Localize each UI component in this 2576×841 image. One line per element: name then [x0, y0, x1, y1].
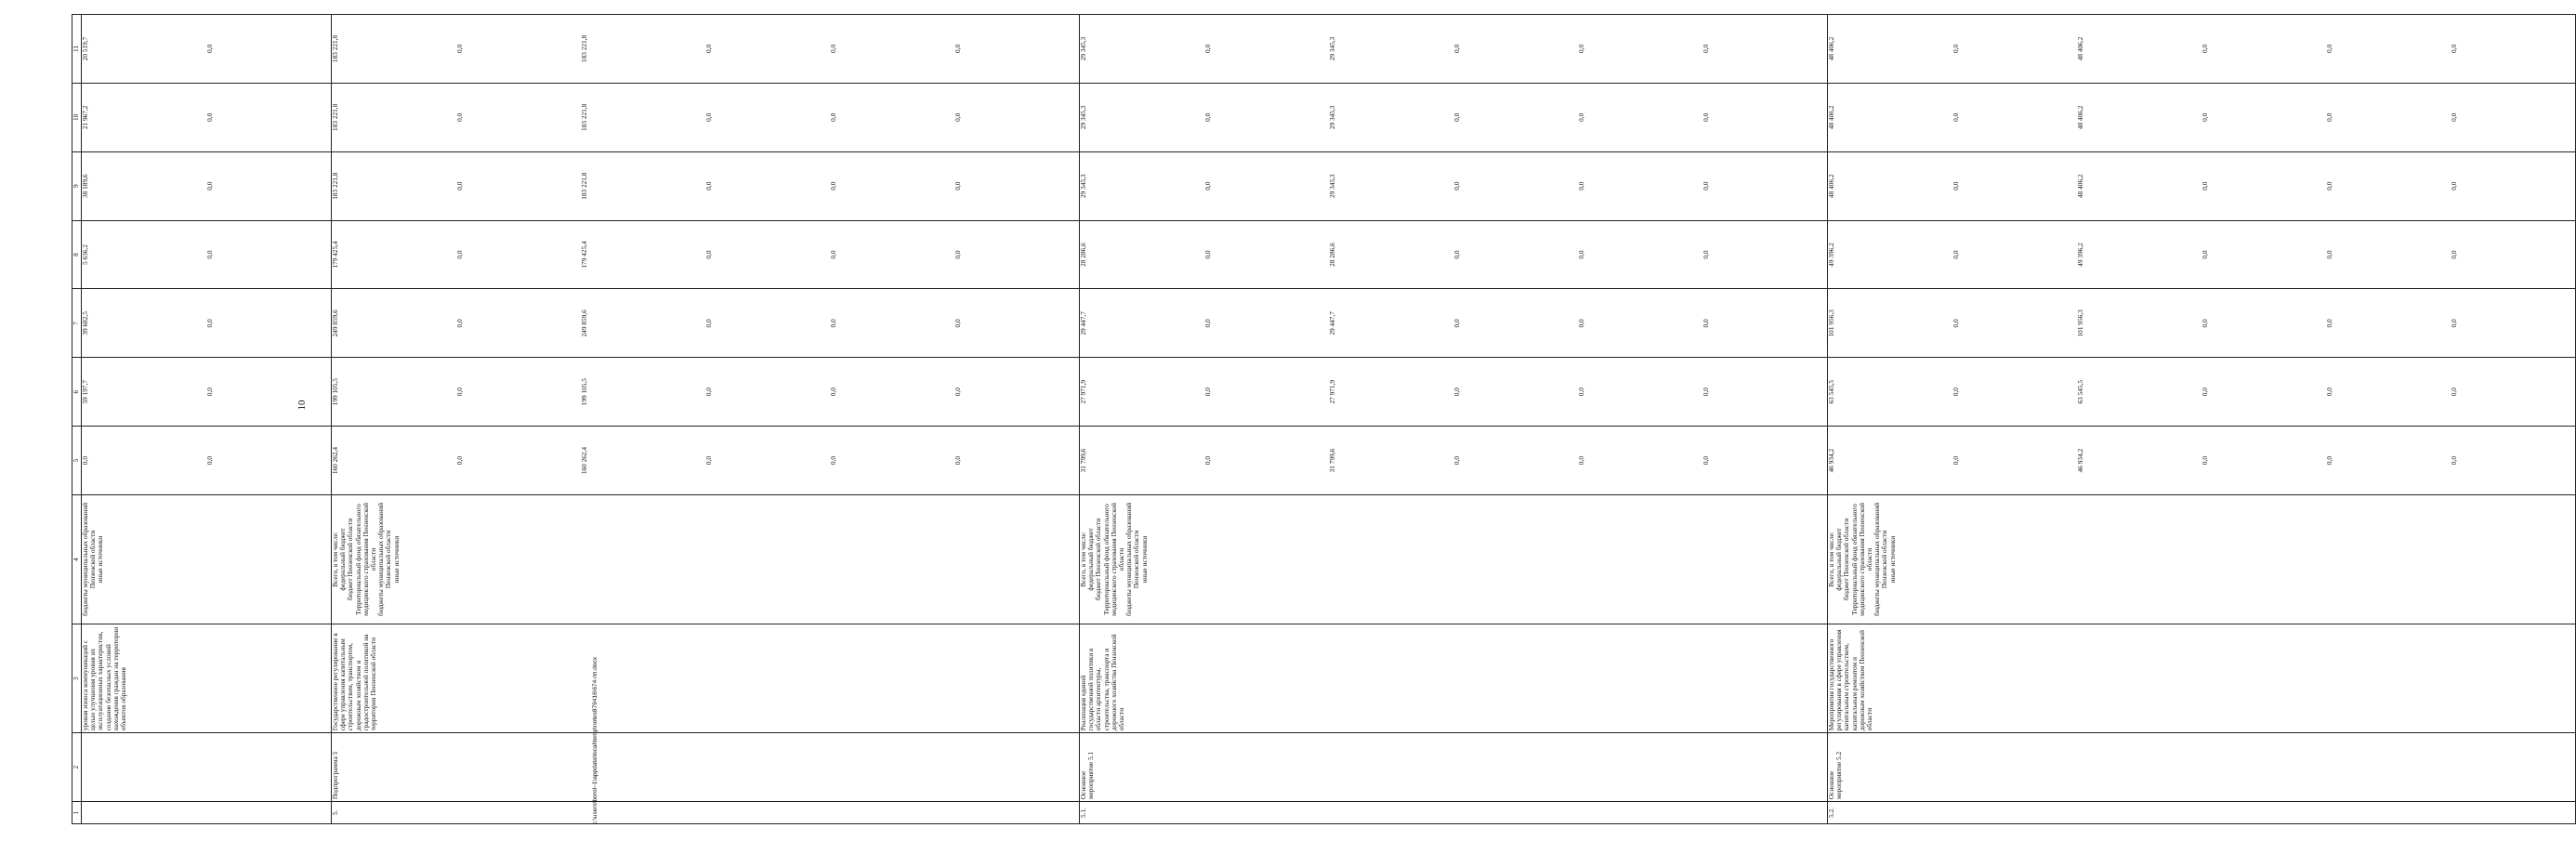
value: 63 545,5	[2076, 379, 2084, 404]
value: 0,0	[829, 181, 837, 191]
value-cell	[1828, 289, 2576, 358]
source-label: федеральный бюджет	[338, 528, 348, 591]
value: 0,0	[205, 456, 214, 466]
source-label: Территориальный фонд обязательного медицинского страхования Пензенской области	[1101, 503, 1126, 616]
value: 29 345,3	[1328, 105, 1336, 130]
value-cell	[1080, 289, 1828, 358]
value: 0,0	[2201, 456, 2209, 466]
source-label: федеральный бюджет	[1086, 528, 1096, 591]
value: 29 447,7	[1328, 311, 1336, 335]
value: 0,0	[829, 112, 837, 122]
value: 0,0	[829, 456, 837, 466]
value-cell	[332, 289, 1080, 358]
header-cell: 2	[72, 733, 82, 802]
program-cell: Основное мероприятие 5.1	[1080, 733, 1828, 802]
value: 183 221,8	[580, 172, 588, 200]
value: 29 345,3	[1079, 36, 1087, 61]
source-label: бюджет Пензенской области	[346, 518, 355, 601]
value: 183 221,8	[331, 34, 339, 63]
value: 179 425,4	[331, 241, 339, 269]
value-cell	[332, 83, 1080, 151]
value-cell	[1828, 83, 2576, 151]
value: 48 406,2	[1827, 174, 1835, 198]
value-cell	[82, 427, 332, 495]
value-cell	[1080, 427, 1828, 495]
value: 49 396,2	[2076, 243, 2084, 267]
value: 0,0	[2450, 44, 2458, 54]
source-label: бюджеты муниципальных образований Пензенской области	[1873, 502, 1889, 616]
value: 0,0	[2450, 181, 2458, 191]
value: 0,0	[2201, 319, 2209, 328]
value: 0,0	[1577, 181, 1585, 191]
row-number-cell: 5.	[332, 802, 1080, 824]
row-number-cell: 5.1.	[1080, 802, 1828, 824]
value-cell	[1080, 358, 1828, 427]
value: 183 221,8	[331, 172, 339, 200]
value: 0,0	[953, 319, 962, 328]
value: 48 406,2	[1827, 105, 1835, 130]
source-label: Территориальный фонд обязательного медицинского страхования Пензенской области	[1849, 503, 1874, 616]
value: 199 105,5	[580, 378, 588, 406]
value: 0,0	[829, 388, 837, 397]
value: 0,0	[205, 112, 214, 122]
value-cell	[1828, 220, 2576, 289]
value: 0,0	[1203, 112, 1212, 122]
description-cell: уровня износа коммуникаций с целью улучшения уровня их эксплуатационных характеристик, создание безопасных условий нахождения граждан на территории объектов образования	[82, 624, 332, 732]
header-cell: 7	[72, 289, 82, 358]
value: 0,0	[1452, 388, 1461, 397]
value-cell	[1080, 220, 1828, 289]
value: 0,0	[2325, 44, 2333, 54]
value-cell	[332, 220, 1080, 289]
value: 101 956,3	[2076, 309, 2084, 337]
source-label: Всего, в том числе:	[1079, 532, 1087, 587]
value: 0,0	[1952, 319, 1960, 328]
value-cell	[82, 151, 332, 220]
description-cell: Государственное регулирование в сфере управления капитальным строительством, транспортом, дорожным хозяйством и градостроительной политикой на территории Пензенской области	[332, 624, 1080, 732]
value: 46 934,2	[1827, 448, 1835, 473]
source-label: бюджет Пензенской области	[1094, 518, 1103, 601]
value: 0,0	[455, 181, 464, 191]
value: 0,0	[704, 456, 713, 466]
program-cell: Подпрограмма 5	[332, 733, 1080, 802]
value: 48 406,2	[2076, 36, 2084, 61]
description-cell: Реализация единой государственной политики в области архитектуры, строительства, транспорта и дорожного хозяйства Пензенской области	[1080, 624, 1828, 732]
value: 0,0	[1577, 250, 1585, 259]
table-row	[1828, 15, 2576, 824]
value: 160 262,4	[331, 446, 339, 475]
value: 0,0	[1577, 319, 1585, 328]
value: 0,0	[2325, 456, 2333, 466]
value: 0,0	[2450, 388, 2458, 397]
value: 0,0	[2201, 181, 2209, 191]
value: 0,0	[2201, 250, 2209, 259]
value: 27 971,9	[1079, 379, 1087, 404]
value: 0,0	[1577, 44, 1585, 54]
value: 29 345,3	[1079, 105, 1087, 130]
source-cell	[1828, 494, 2576, 624]
value: 160 262,4	[580, 446, 588, 475]
value: 0,0	[2201, 112, 2209, 122]
value-cell	[1828, 151, 2576, 220]
table-row	[1080, 15, 1828, 824]
source-label: бюджеты муниципальных образований Пензенской области	[81, 502, 98, 616]
value: 39 682,5	[81, 311, 89, 335]
value: 0,0	[1452, 112, 1461, 122]
header-row	[72, 15, 82, 824]
header-cell: 4	[72, 494, 82, 624]
value: 0,0	[953, 456, 962, 466]
header-cell: 1	[72, 802, 82, 824]
budget-table	[72, 14, 2576, 824]
source-cell	[1080, 494, 1828, 624]
value: 0,0	[1452, 319, 1461, 328]
row-number-cell	[82, 802, 332, 824]
value: 0,0	[1452, 44, 1461, 54]
value: 183 221,8	[580, 34, 588, 63]
value-cell	[82, 15, 332, 84]
header-cell: 11	[72, 15, 82, 84]
value: 0,0	[455, 44, 464, 54]
value: 0,0	[829, 44, 837, 54]
header-cell: 5	[72, 427, 82, 495]
value: 29 345,3	[1328, 174, 1336, 198]
source-cell	[332, 494, 1080, 624]
source-label: иные источники	[1887, 535, 1897, 584]
value: 28 286,6	[1328, 243, 1336, 267]
value: 29 345,3	[1079, 174, 1087, 198]
value-cell	[82, 83, 332, 151]
source-label: иные источники	[391, 535, 401, 584]
value: 28 286,6	[1079, 243, 1087, 267]
value: 38 189,6	[81, 174, 89, 198]
value: 0,0	[2325, 319, 2333, 328]
file-path-footer: c:\users\borol~1\appdata\local\temp\notes879416\674-пп.docx	[592, 657, 598, 824]
value-cell	[332, 358, 1080, 427]
value: 0,0	[704, 319, 713, 328]
value: 0,0	[704, 250, 713, 259]
value: 29 345,3	[1328, 36, 1336, 61]
header-cell: 3	[72, 624, 82, 732]
value: 0,0	[205, 181, 214, 191]
value: 49 396,2	[1827, 243, 1835, 267]
value-cell	[1828, 358, 2576, 427]
value: 0,0	[704, 388, 713, 397]
program-cell: Основное мероприятие 5.2	[1828, 733, 2576, 802]
value: 0,0	[1577, 388, 1585, 397]
value: 0,0	[205, 250, 214, 259]
table-row	[82, 15, 332, 824]
value: 63 545,5	[1827, 379, 1835, 404]
value: 0,0	[2450, 250, 2458, 259]
value-cell	[332, 151, 1080, 220]
value: 0,0	[1702, 456, 1710, 466]
page-number: 10	[296, 400, 308, 411]
value: 0,0	[1952, 44, 1960, 54]
value: 0,0	[1702, 181, 1710, 191]
value: 183 221,8	[331, 103, 339, 131]
value-cell	[1080, 15, 1828, 84]
value: 0,0	[1577, 112, 1585, 122]
value: 0,0	[205, 44, 214, 54]
source-label: бюджеты муниципальных образований Пензенской области	[376, 502, 393, 616]
value: 0,0	[1952, 388, 1960, 397]
value: 0,0	[205, 388, 214, 397]
value: 46 934,2	[2076, 448, 2084, 473]
value-cell	[82, 289, 332, 358]
value-cell	[1828, 15, 2576, 84]
table-row	[332, 15, 1080, 824]
value: 0,0	[1452, 456, 1461, 466]
value: 179 425,4	[580, 241, 588, 269]
value: 21 967,2	[81, 105, 89, 130]
source-cell	[82, 494, 332, 624]
value: 0,0	[2450, 319, 2458, 328]
value: 0,0	[2201, 44, 2209, 54]
value: 20 519,7	[81, 36, 89, 61]
value: 0,0	[2325, 250, 2333, 259]
description-cell: Мероприятия государственного регулирования в сфере управления капитальным строительством, капитальным ремонтом и дорожным хозяйством Пензенской области	[1828, 624, 2576, 732]
value: 0,0	[1702, 112, 1710, 122]
value-cell	[1828, 427, 2576, 495]
header-cell: 8	[72, 220, 82, 289]
source-label: бюджет Пензенской области	[1842, 518, 1851, 601]
value: 0,0	[455, 456, 464, 466]
value: 0,0	[2201, 388, 2209, 397]
header-cell: 10	[72, 83, 82, 151]
header-cell: 9	[72, 151, 82, 220]
value: 0,0	[704, 44, 713, 54]
value: 0,0	[1203, 319, 1212, 328]
value: 0,0	[704, 181, 713, 191]
table-container	[72, 14, 2458, 824]
value: 29 447,7	[1079, 311, 1087, 335]
value: 0,0	[1702, 250, 1710, 259]
value: 48 406,2	[2076, 174, 2084, 198]
value: 0,0	[953, 44, 962, 54]
value: 31 799,6	[1328, 448, 1336, 473]
row-number-cell: 5.2.	[1828, 802, 2576, 824]
value: 31 799,6	[1079, 448, 1087, 473]
value: 0,0	[1702, 319, 1710, 328]
value: 0,0	[953, 250, 962, 259]
source-label: Территориальный фонд обязательного медицинского страхования Пензенской области	[353, 503, 378, 616]
source-label: федеральный бюджет	[1834, 528, 1844, 591]
value: 0,0	[953, 388, 962, 397]
value: 0,0	[455, 319, 464, 328]
value-cell	[332, 427, 1080, 495]
rotated-page	[72, 14, 2458, 824]
value: 0,0	[1952, 250, 1960, 259]
value: 0,0	[1203, 388, 1212, 397]
value-cell	[1080, 83, 1828, 151]
value: 0,0	[2450, 112, 2458, 122]
value: 101 956,3	[1827, 309, 1835, 337]
value: 249 859,6	[331, 309, 339, 337]
value: 0,0	[1702, 388, 1710, 397]
value: 59 197,7	[81, 379, 89, 404]
value: 0,0	[2325, 388, 2333, 397]
value: 0,0	[704, 112, 713, 122]
value: 0,0	[1203, 456, 1212, 466]
program-cell	[82, 733, 332, 802]
value: 0,0	[953, 112, 962, 122]
value: 27 971,9	[1328, 379, 1336, 404]
value-cell	[82, 358, 332, 427]
value: 249 859,6	[580, 309, 588, 337]
value: 0,0	[1203, 44, 1212, 54]
table-body	[72, 15, 2576, 824]
value-cell	[332, 15, 1080, 84]
value: 183 221,8	[580, 103, 588, 131]
value: 0,0	[455, 388, 464, 397]
value: 0,0	[1203, 181, 1212, 191]
value: 0,0	[829, 250, 837, 259]
value: 0,0	[2325, 181, 2333, 191]
header-cell: 6	[72, 358, 82, 427]
value: 0,0	[1203, 250, 1212, 259]
value: 5 636,2	[81, 244, 89, 265]
source-label: Всего, в том числе:	[331, 532, 339, 587]
value: 0,0	[1952, 181, 1960, 191]
value: 0,0	[81, 456, 89, 466]
value: 0,0	[953, 181, 962, 191]
value-cell	[1080, 151, 1828, 220]
source-label: иные источники	[1139, 535, 1149, 584]
value: 0,0	[1952, 456, 1960, 466]
value: 0,0	[1952, 112, 1960, 122]
value: 0,0	[2325, 112, 2333, 122]
value: 0,0	[1577, 456, 1585, 466]
source-label: иные источники	[96, 535, 105, 584]
source-label: бюджеты муниципальных образований Пензенской области	[1124, 502, 1141, 616]
source-label: Всего, в том числе:	[1827, 532, 1835, 587]
value: 199 105,5	[331, 378, 339, 406]
value-cell	[82, 220, 332, 289]
value: 0,0	[1452, 250, 1461, 259]
value: 0,0	[455, 250, 464, 259]
value: 0,0	[205, 319, 214, 328]
value: 48 406,2	[2076, 105, 2084, 130]
value: 0,0	[1702, 44, 1710, 54]
value: 0,0	[829, 319, 837, 328]
value: 48 406,2	[1827, 36, 1835, 61]
value: 0,0	[455, 112, 464, 122]
value: 0,0	[2450, 456, 2458, 466]
value: 0,0	[1452, 181, 1461, 191]
